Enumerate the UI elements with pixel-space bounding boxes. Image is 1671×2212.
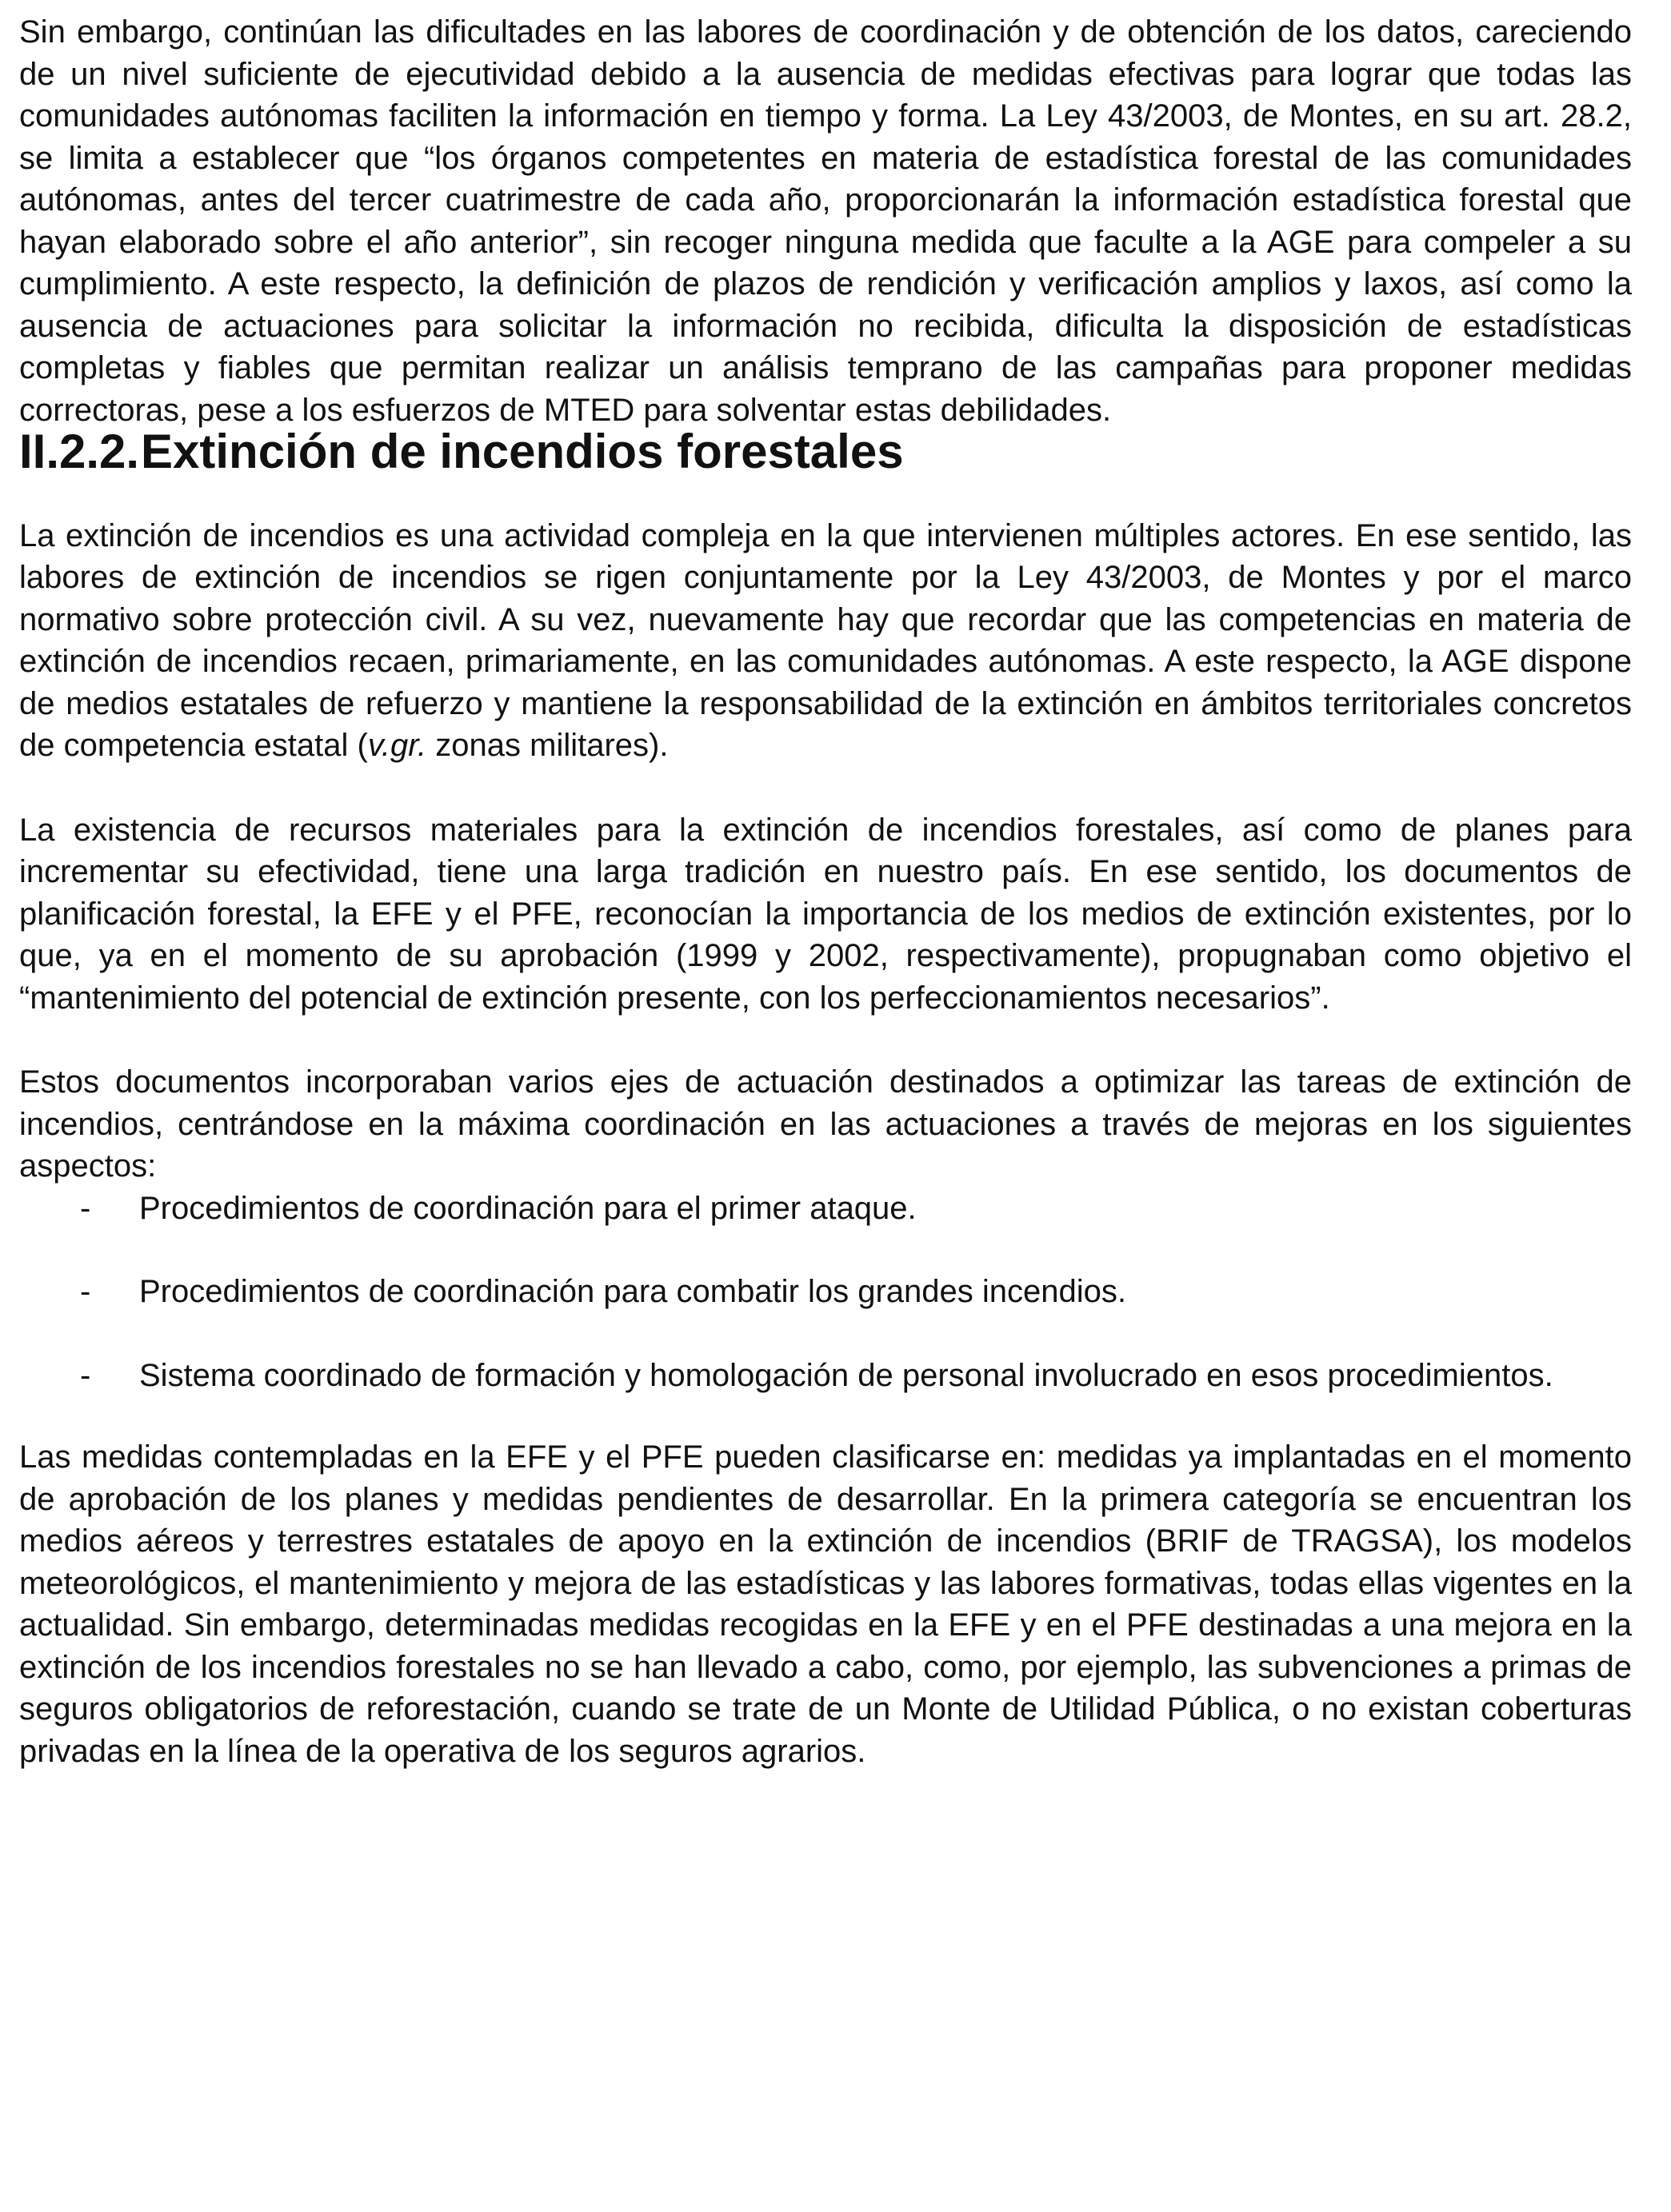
coordination-aspects-list: [19, 1188, 1632, 1397]
list-dash: -: [80, 1274, 91, 1309]
list-item: [19, 1355, 1632, 1397]
list-item: [19, 1188, 1632, 1230]
document-page: [19, 11, 1632, 1772]
section-title: Extinción de incendios forestales: [141, 425, 904, 478]
paragraph-measures-classification: Las medidas contempladas en la EFE y el PFE pueden clasificarse en: medidas ya implantadas en el momento de aprobación de los planes y medidas pendientes de desarrollar. En la primera categoría se encuentran los medios aéreos y terrestres estatales de apoyo en la extinción de incendios (BRIF de TRAGSA), los modelos meteorológicos, el mantenimiento y mejora de las estadísticas y las labores formativas, todas ellas vigentes en la actualidad. Sin embargo, determinadas medidas recogidas en la EFE y en el PFE destinadas a una mejora en la extinción de los incendios forestales no se han llevado a cabo, como, por ejemplo, las subvenciones a primas de seguros obligatorios de reforestación, cuando se trate de un Monte de Utilidad Pública, o no existan coberturas privadas en la línea de la operativa de los seguros agrarios.: [19, 1439, 1632, 1769]
paragraph-extinction-actors: [19, 515, 1632, 767]
list-dash: -: [80, 1357, 91, 1393]
paragraph-extinction-actors-end: zonas militares).: [426, 728, 669, 763]
paragraph-coordination-difficulties: Sin embargo, continúan las dificultades en las labores de coordinación y de obtención de los datos, careciendo de un nivel suficiente de ejecutividad debido a la ausencia de medidas efectivas para lograr que todas las comunidades autónomas faciliten la información en tiempo y forma. La Ley 43/2003, de Montes, en su art. 28.2, se limita a establecer que “los órganos competentes en materia de estadística forestal de las comunidades autónomas, antes del tercer cuatrimestre de cada año, proporcionarán la información estadística forestal que hayan elaborado sobre el año anterior”, sin recoger ninguna medida que faculte a la AGE para compeler a su cumplimiento. A este respecto, la definición de plazos de rendición y verificación amplios y laxos, así como la ausencia de actuaciones para solicitar la información no recibida, dificulta la disposición de estadísticas completas y fiables que permitan realizar un análisis temprano de las campañas para proponer medidas correctoras, pese a los esfuerzos de MTED para solventar estas debilidades.: [19, 14, 1632, 428]
list-item: [19, 1271, 1632, 1313]
list-item-text: Procedimientos de coordinación para combatir los grandes incendios.: [139, 1274, 1127, 1309]
list-item-text: Procedimientos de coordinación para el primer ataque.: [139, 1190, 917, 1226]
paragraph-extinction-actors-text: La extinción de incendios es una actividad compleja en la que intervienen múltiples actores. En ese sentido, las labores de extinción de incendios se rigen conjuntamente por la Ley 43/2003, de Montes y por el marco normativo sobre protección civil. A su vez, nuevamente hay que recordar que las competencias en materia de extinción de incendios recaen, primariamente, en las comunidades autónomas. A este respecto, la AGE dispone de medios estatales de refuerzo y mantiene la responsabilidad de la extinción en ámbitos territoriales concretos de competencia estatal (: [19, 517, 1632, 763]
list-item-text: Sistema coordinado de formación y homologación de personal involucrado en esos procedimientos.: [139, 1357, 1553, 1393]
section-number: II.2.2.: [19, 425, 140, 478]
paragraph-action-axes: Estos documentos incorporaban varios ejes de actuación destinados a optimizar las tareas de extinción de incendios, centrándose en la máxima coordinación en las actuaciones a través de mejoras en los siguientes aspectos:: [19, 1064, 1632, 1184]
list-dash: -: [80, 1190, 91, 1226]
paragraph-material-resources: La existencia de recursos materiales para la extinción de incendios forestales, así como de planes para incrementar su efectividad, tiene una larga tradición en nuestro país. En ese sentido, los documentos de planificación forestal, la EFE y el PFE, reconocían la importancia de los medios de extinción existentes, por lo que, ya en el momento de su aprobación (1999 y 2002, respectivamente), propugnaban como objetivo el “mantenimiento del potencial de extinción presente, con los perfeccionamientos necesarios”.: [19, 812, 1632, 1016]
italic-abbreviation: v.gr.: [367, 728, 427, 763]
section-heading: [19, 425, 1632, 478]
